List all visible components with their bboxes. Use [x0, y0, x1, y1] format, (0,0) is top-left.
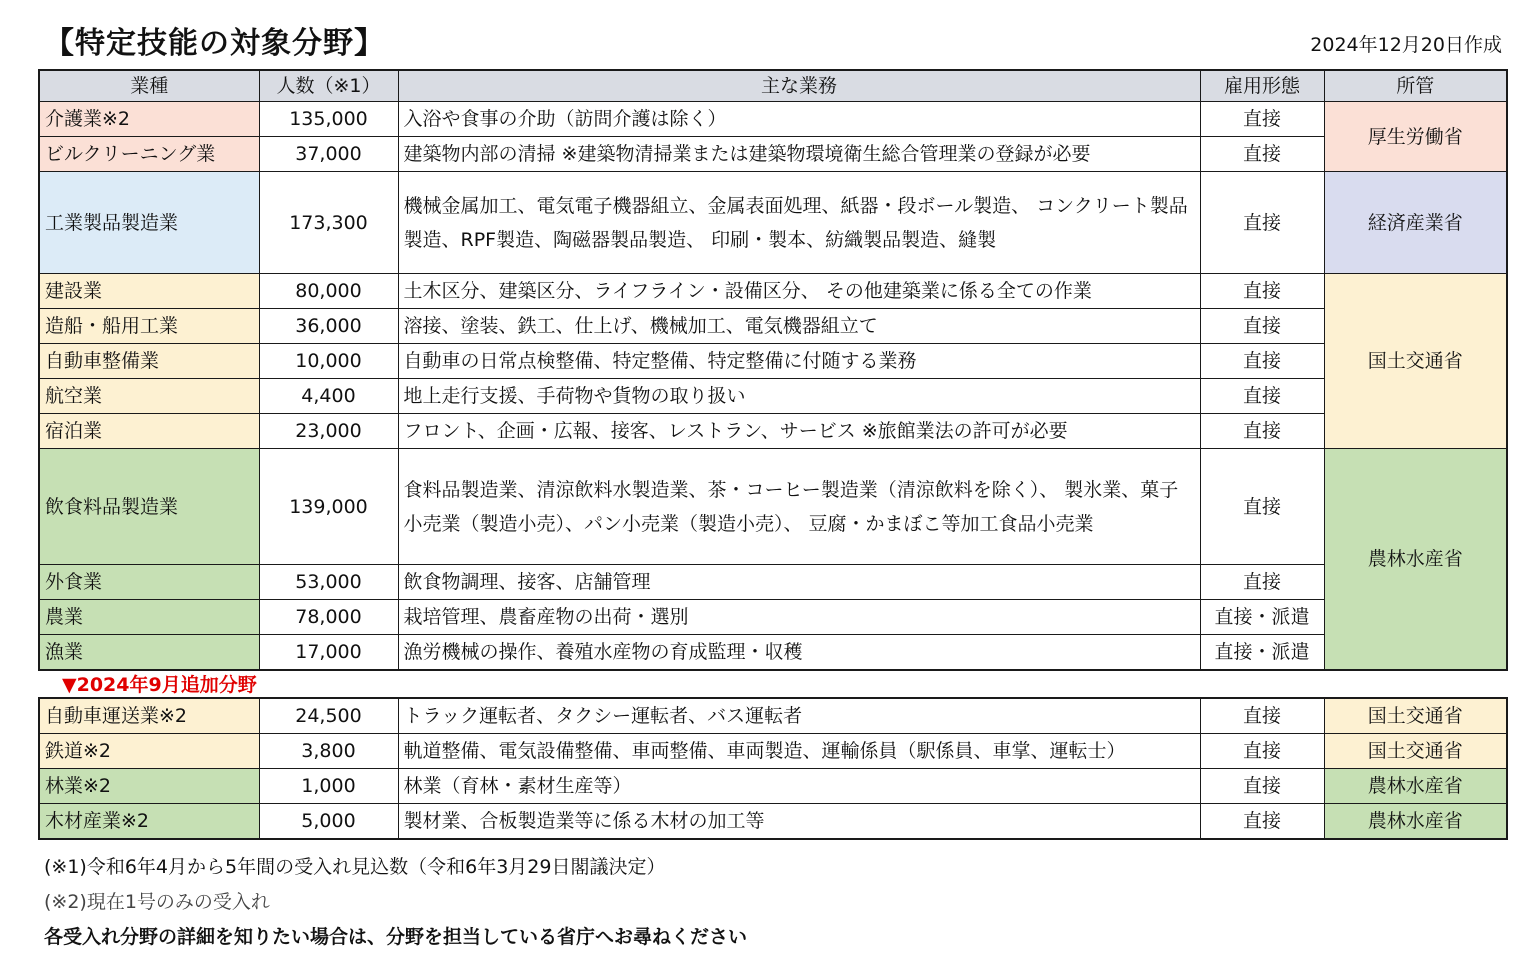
work-cell: 林業（育林・素材生産等）: [398, 769, 1200, 804]
page-title: 【特定技能の対象分野】: [44, 26, 385, 61]
work-cell: 機械金属加工、電気電子機器組立、金属表面処理、紙器・段ボール製造、 コンクリート製品製造、RPF製造、陶磁器製品製造、 印刷・製本、紡織製品製造、縫製: [398, 172, 1200, 274]
work-cell: 溶接、塗装、鉄工、仕上げ、機械加工、電気機器組立て: [398, 309, 1200, 344]
employment-cell: 直接: [1200, 274, 1324, 309]
count-cell: 24,500: [259, 698, 398, 734]
work-cell: 栽培管理、農畜産物の出荷・選別: [398, 600, 1200, 635]
count-cell: 135,000: [259, 102, 398, 137]
created-date: 2024年12月20日作成: [1310, 34, 1502, 56]
employment-cell: 直接: [1200, 172, 1324, 274]
industry-cell: 宿泊業: [39, 414, 259, 449]
work-cell: 建築物内部の清掃 ※建築物清掃業または建築物環境衛生総合管理業の登録が必要: [398, 137, 1200, 172]
work-cell: フロント、企画・広報、接客、レストラン、サービス ※旅館業法の許可が必要: [398, 414, 1200, 449]
table-row: [39, 698, 1507, 734]
employment-cell: 直接: [1200, 698, 1324, 734]
work-cell: 軌道整備、電気設備整備、車両整備、車両製造、運輸係員（駅係員、車掌、運転士）: [398, 734, 1200, 769]
ministry-cell: 農林水産省: [1324, 449, 1507, 671]
work-cell: 製材業、合板製造業等に係る木材の加工等: [398, 804, 1200, 840]
footnote-1: (※1)令和6年4月から5年間の受入れ見込数（令和6年3月29日閣議決定）: [44, 856, 666, 878]
industry-cell: 介護業※2: [39, 102, 259, 137]
industry-cell: ビルクリーニング業: [39, 137, 259, 172]
header-ministry: 所管: [1324, 70, 1507, 102]
employment-cell: 直接: [1200, 449, 1324, 565]
industry-cell: 木材産業※2: [39, 804, 259, 840]
industry-cell: 鉄道※2: [39, 734, 259, 769]
footnote-2: (※2)現在1号のみの受入れ: [44, 891, 270, 913]
employment-cell: 直接・派遣: [1200, 635, 1324, 671]
ministry-cell: 農林水産省: [1324, 769, 1507, 804]
employment-cell: 直接: [1200, 734, 1324, 769]
work-cell: 地上走行支援、手荷物や貨物の取り扱い: [398, 379, 1200, 414]
industry-cell: 建設業: [39, 274, 259, 309]
industry-cell: 自動車整備業: [39, 344, 259, 379]
added-fields-table: [38, 697, 1508, 840]
table-row: [39, 565, 1507, 600]
work-cell: 漁労機械の操作、養殖水産物の育成監理・収穫: [398, 635, 1200, 671]
header-work: 主な業務: [398, 70, 1200, 102]
count-cell: 37,000: [259, 137, 398, 172]
industry-cell: 工業製品製造業: [39, 172, 259, 274]
work-cell: トラック運転者、タクシー運転者、バス運転者: [398, 698, 1200, 734]
table-row: [39, 379, 1507, 414]
ministry-cell: 農林水産省: [1324, 804, 1507, 840]
industry-cell: 自動車運送業※2: [39, 698, 259, 734]
work-cell: 土木区分、建築区分、ライフライン・設備区分、 その他建築業に係る全ての作業: [398, 274, 1200, 309]
industry-cell: 造船・船用工業: [39, 309, 259, 344]
count-cell: 17,000: [259, 635, 398, 671]
count-cell: 80,000: [259, 274, 398, 309]
count-cell: 139,000: [259, 449, 398, 565]
count-cell: 4,400: [259, 379, 398, 414]
table-row: [39, 449, 1507, 565]
count-cell: 23,000: [259, 414, 398, 449]
employment-cell: 直接: [1200, 769, 1324, 804]
work-cell: 入浴や食事の介助（訪問介護は除く）: [398, 102, 1200, 137]
industry-cell: 飲食料品製造業: [39, 449, 259, 565]
table-row: [39, 137, 1507, 172]
count-cell: 36,000: [259, 309, 398, 344]
industry-cell: 漁業: [39, 635, 259, 671]
industry-cell: 外食業: [39, 565, 259, 600]
employment-cell: 直接: [1200, 804, 1324, 840]
industry-cell: 航空業: [39, 379, 259, 414]
employment-cell: 直接: [1200, 414, 1324, 449]
added-fields-label: ▼2024年9月追加分野: [62, 674, 257, 696]
count-cell: 78,000: [259, 600, 398, 635]
count-cell: 53,000: [259, 565, 398, 600]
specified-skills-table: [38, 69, 1508, 671]
table-row: [39, 274, 1507, 309]
work-cell: 食料品製造業、清涼飲料水製造業、茶・コーヒー製造業（清涼飲料を除く）、 製氷業、菓子小売業（製造小売）、パン小売業（製造小売）、 豆腐・かまぼこ等加工食品小売業: [398, 449, 1200, 565]
table-row: [39, 635, 1507, 671]
ministry-cell: 国土交通省: [1324, 274, 1507, 449]
employment-cell: 直接: [1200, 102, 1324, 137]
header-employment: 雇用形態: [1200, 70, 1324, 102]
industry-cell: 農業: [39, 600, 259, 635]
table-row: [39, 172, 1507, 274]
count-cell: 173,300: [259, 172, 398, 274]
count-cell: 3,800: [259, 734, 398, 769]
header-count: 人数（※1）: [259, 70, 398, 102]
count-cell: 10,000: [259, 344, 398, 379]
table-row: [39, 102, 1507, 137]
table-row: [39, 414, 1507, 449]
table-header-row: [39, 70, 1507, 102]
table-row: [39, 734, 1507, 769]
employment-cell: 直接: [1200, 344, 1324, 379]
employment-cell: 直接: [1200, 379, 1324, 414]
ministry-cell: 国土交通省: [1324, 734, 1507, 769]
inquiry-note: 各受入れ分野の詳細を知りたい場合は、分野を担当している省庁へお尋ねください: [44, 926, 748, 948]
count-cell: 1,000: [259, 769, 398, 804]
employment-cell: 直接: [1200, 565, 1324, 600]
work-cell: 飲食物調理、接客、店舗管理: [398, 565, 1200, 600]
ministry-cell: 厚生労働省: [1324, 102, 1507, 172]
industry-cell: 林業※2: [39, 769, 259, 804]
employment-cell: 直接: [1200, 309, 1324, 344]
table-row: [39, 769, 1507, 804]
header-industry: 業種: [39, 70, 259, 102]
table-row: [39, 600, 1507, 635]
table-row: [39, 309, 1507, 344]
ministry-cell: 経済産業省: [1324, 172, 1507, 274]
work-cell: 自動車の日常点検整備、特定整備、特定整備に付随する業務: [398, 344, 1200, 379]
employment-cell: 直接・派遣: [1200, 600, 1324, 635]
employment-cell: 直接: [1200, 137, 1324, 172]
ministry-cell: 国土交通省: [1324, 698, 1507, 734]
table-row: [39, 804, 1507, 840]
count-cell: 5,000: [259, 804, 398, 840]
table-row: [39, 344, 1507, 379]
